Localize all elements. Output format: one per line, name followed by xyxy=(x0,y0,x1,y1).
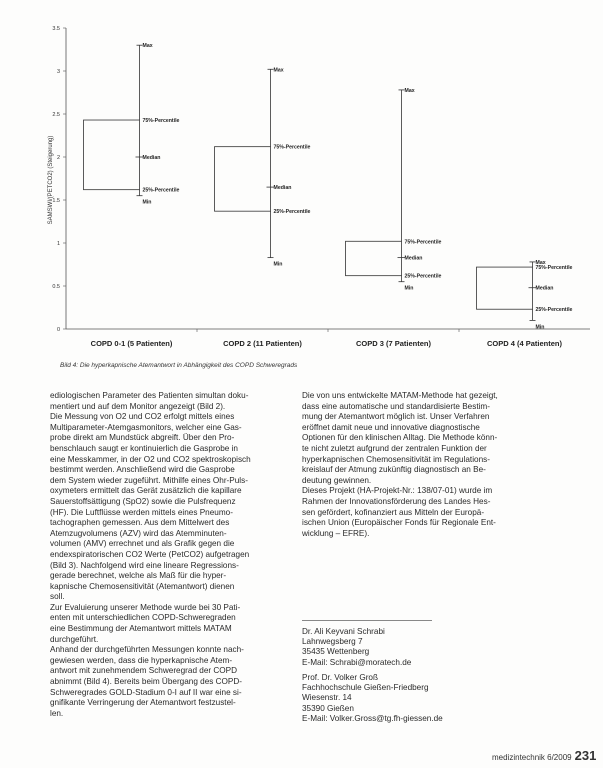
y-tick-label: 3.5 xyxy=(52,26,60,32)
box-plot-chart xyxy=(0,0,603,360)
annotation-q1: 25%-Percentile xyxy=(273,209,311,216)
annotation-min: Min xyxy=(273,261,283,268)
box-iqr xyxy=(215,147,271,212)
annotation-q1: 25%-Percentile xyxy=(142,187,180,194)
annotation-max: Max xyxy=(273,67,284,74)
box-iqr xyxy=(477,267,533,309)
x-tick-label: COPD 4 (4 Patienten) xyxy=(486,339,563,348)
annotation-max: Max xyxy=(535,259,546,266)
left-paragraph: ediologischen Parameter des Patienten simultan doku- mentiert und auf dem Monitor angezeigt (Bild 2). Die Messung von O2 und CO2 erfolgt mittels eines Multiparameter-Atemgasmonitors, welcher eine Gas- probe direkt am Mundstück abgreift. Über den Pro- benschlauch saugt er kontinuierlich die Gasprobe in eine Messkammer, in der O2 und CO2 spektroskopisch bestimmt werden. Anschließend wird die Gasprobe dem System wieder zugeführt. Mithilfe eines Ohr-Puls- oxymeters ermittelt das Gerät zusätzlich die kapillare Sauerstoffsättigung (SpO2) sowie die Pulsfrequenz (HF). Die Luftflüsse werden mittels eines Pneumo- tachographen gemessen. Aus dem Mittelwert des Atemzugvolumens (AZV) wird das Atemminuten- volumen (AMV) errechnet und als Grafik gegen die endexspiratorischen CO2 Werte (PetCO2) aufgetragen (Bild 3). Nachfolgend wird eine lineare Regressions- gerade berechnet, welche als Maß für die hyper- kapnische Chemosensitivität (Atemantwort) dienen soll. Zur Evaluierung unserer Methode wurde bei 30 Pati- enten mit unterschiedlichen COPD-Schweregraden eine Bestimmung der Atemantwort mittels MATAM durchgeführt. Anhand der durchgeführten Messungen konnte nach- gewiesen werden, dass die hyperkapnische Atem- antwort mit zunehmendem Schweregrad der COPD abnimmt (Bild 4). Bereits beim Übergang des COPD- Schweregrades GOLD-Stadium 0-I auf II war eine si- gnifikante Verringerung der Atemantwort festzustel- len. xyxy=(50,391,251,718)
annotation-min: Min xyxy=(142,199,152,206)
annotation-q3: 75%-Percentile xyxy=(273,144,311,151)
figure-caption: Bild 4: Die hyperkapnische Atemantwort in Abhängigkeit des COPD Schweregrads xyxy=(60,362,298,369)
x-tick-label: COPD 3 (7 Patienten) xyxy=(355,339,432,348)
y-tick-label: 2.5 xyxy=(52,112,60,118)
annotation-q3: 75%-Percentile xyxy=(142,118,180,125)
y-tick-label: 1 xyxy=(56,241,60,247)
annotation-max: Max xyxy=(142,43,153,50)
journal-name: medizintechnik 6/2009 xyxy=(492,753,572,762)
y-axis-label: SAMSWI/(PETCO2) (Steigerung) xyxy=(48,135,54,225)
annotation-min: Min xyxy=(535,324,545,331)
box-iqr xyxy=(346,241,402,275)
annotation-q1: 25%-Percentile xyxy=(535,307,573,314)
annotation-median: Median xyxy=(142,155,161,161)
annotation-median: Median xyxy=(273,185,292,192)
y-tick-label: 1.5 xyxy=(52,198,60,204)
x-tick-label: COPD 0-1 (5 Patienten) xyxy=(90,339,173,348)
page-footer xyxy=(492,748,596,763)
body-text-left xyxy=(50,391,295,719)
x-tick-label: COPD 2 (11 Patienten) xyxy=(223,339,302,348)
y-tick-label: 2 xyxy=(56,155,60,161)
annotation-median: Median xyxy=(404,255,423,262)
annotation-q3: 75%-Percentile xyxy=(535,265,573,272)
contact-divider xyxy=(302,620,432,621)
annotation-q1: 25%-Percentile xyxy=(404,273,442,280)
annotation-median: Median xyxy=(535,285,554,292)
box-iqr xyxy=(84,120,140,190)
y-tick-label: 0.5 xyxy=(52,284,60,290)
annotation-min: Min xyxy=(404,285,414,292)
y-tick-label: 3 xyxy=(56,69,60,75)
body-text-right xyxy=(302,391,552,539)
author-contact-2: Prof. Dr. Volker Groß Fachhochschule Gießen-Friedberg Wiesenstr. 14 35390 Gießen E-Mail: Volker.Gross@tg.fh-giessen.de xyxy=(302,673,443,723)
annotation-max: Max xyxy=(404,87,415,94)
page-number: 231 xyxy=(574,748,597,763)
chart-axes xyxy=(52,26,590,348)
right-paragraph: Die von uns entwickelte MATAM-Methode hat gezeigt, dass eine automatische und standardisierte Bestim- mung der Atemantwort möglich ist. Unser Verfahren eröffnet damit neue und innovative diagnostische Optionen für den klinischen Alltag. Die Methode könn- te nicht zuletzt aufgrund der zentralen Funktion der hyperkapnischen Chemosensitivität im Regulations- kreislauf der Atmung zukünftig diagnostisch an Be- deutung gewinnen. Dieses Projekt (HA-Projekt-Nr.: 138/07-01) wurde im Rahmen der Innovationsförderung des Landes Hes- sen gefördert, kofinanziert aus Mitteln der Europä- ischen Union (Europäischer Fonds für Regionale Ent- wicklung – EFRE). xyxy=(302,391,498,538)
y-tick-label: 0 xyxy=(56,327,60,333)
chart-boxes xyxy=(84,43,573,330)
annotation-q3: 75%-Percentile xyxy=(404,239,442,246)
author-contact-1: Dr. Ali Keyvani Schrabi Lahnwegsberg 7 35435 Wettenberg E-Mail: Schrabi@moratech.de xyxy=(302,627,412,667)
